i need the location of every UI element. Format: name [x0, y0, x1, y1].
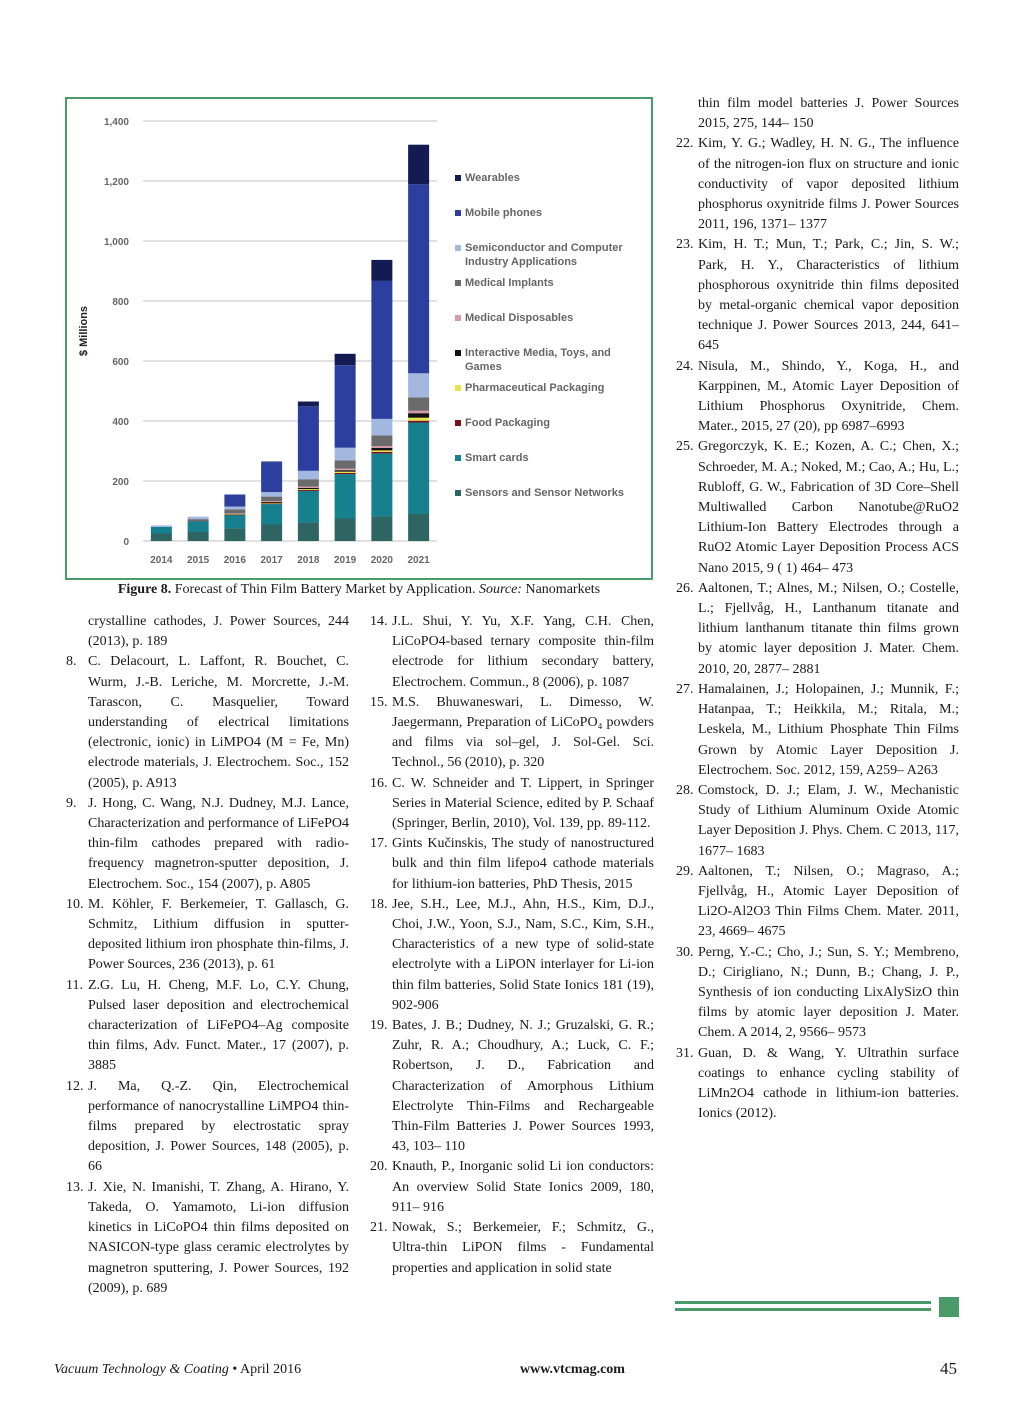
bar-segment [151, 527, 172, 534]
y-tick-label: 400 [112, 417, 129, 428]
bar-segment [261, 504, 282, 524]
reference-item [676, 1044, 959, 1125]
legend-swatch [455, 280, 461, 286]
reference-number: 8. [66, 654, 77, 670]
reference-number: 24. [676, 358, 694, 374]
legend-item [455, 381, 604, 395]
reference-number: 30. [676, 944, 694, 960]
bar-segment [335, 472, 356, 473]
bar-segment [224, 514, 245, 515]
bar-segment [261, 502, 282, 503]
references-column-1 [66, 612, 349, 1299]
reference-text: J. Xie, N. Imanishi, T. Zhang, A. Hirano, Y. Takeda, O. Yamamoto, Li-ion diffusion kinetics in LiCoPO4 thin films deposited on NASICON-type glass ceramic electrolytes by magnetron sputtering, J. Power Sources, 192 (2009), p. 689 [88, 1179, 349, 1296]
y-tick-label: 1,000 [103, 237, 129, 248]
bar-segment [371, 452, 392, 454]
bar-segment [261, 501, 282, 502]
ornament-line [675, 1301, 931, 1304]
reference-text: Knauth, P., Inorganic solid Li ion conductors: An overview Solid State Ionics 2009, 180, 911– 916 [392, 1159, 654, 1215]
legend-item [455, 451, 529, 465]
bar-segment [371, 446, 392, 448]
bar-segment [408, 514, 429, 541]
legend-label: Wearables [465, 172, 520, 184]
bar-segment [188, 532, 209, 541]
bar-segment [371, 435, 392, 446]
legend-swatch [455, 490, 461, 496]
page-footer [0, 1359, 1024, 1382]
y-tick-label: 1,200 [103, 177, 129, 188]
reference-item [370, 774, 654, 835]
bar-segment [298, 490, 319, 491]
reference-text: Guan, D. & Wang, Y. Ultrathin surface coatings to enhance cycling stability of LiMn2O4 cathode in lithium-ion batteries. Ionics (2012). [698, 1045, 959, 1122]
bar-segment [408, 423, 429, 515]
bar-segment [261, 504, 282, 505]
reference-item [370, 612, 654, 693]
bar-segment [335, 519, 356, 542]
reference-number: 15. [370, 694, 388, 710]
reference-item [370, 1157, 654, 1218]
y-tick-label: 1,400 [103, 117, 129, 128]
reference-number: 16. [370, 775, 388, 791]
legend-label: Semiconductor and Computer Industry Applications [465, 242, 623, 268]
reference-text: Nisula, M., Shindo, Y., Koga, H., and Karppinen, M., Atomic Layer Deposition of Lithium Phosphorus Oxynitride, Chem. Mater., 2015, 27 (20), pp 6987–6993 [698, 358, 959, 435]
footer-separator: • [228, 1362, 241, 1377]
x-tick-label: 2014 [150, 555, 173, 566]
bar-segment [261, 492, 282, 497]
x-tick-label: 2017 [260, 555, 283, 566]
reference-item [676, 94, 959, 134]
reference-text: C. W. Schneider and T. Lippert, in Springer Series in Material Science, edited by P. Schaaf (Springer, Berlin, 2010), Vol. 139, pp. 89-112. [392, 775, 654, 832]
reference-item [676, 862, 959, 943]
reference-number: 17. [370, 836, 388, 852]
bar-segment [261, 497, 282, 502]
section-end-ornament [675, 1297, 960, 1319]
bar-segment [408, 397, 429, 411]
footer-journal [54, 1362, 301, 1378]
reference-number: 14. [370, 614, 388, 629]
reference-item [370, 1016, 654, 1157]
reference-text: J. Ma, Q.-Z. Qin, Electrochemical performance of nanocrystalline LiMPO4 thin-films prepared by electrostatic spray deposition, J. Power Sources, 148 (2005), p. 66 [88, 1078, 349, 1175]
legend-item [455, 241, 645, 269]
legend-swatch [455, 315, 461, 321]
bar-segment [371, 281, 392, 419]
bar-segment [371, 260, 392, 281]
reference-item [676, 781, 959, 862]
footer-website-link[interactable]: www.vtcmag.com [520, 1362, 625, 1377]
reference-text: Nowak, S.; Berkemeier, F.; Schmitz, G., Ultra-thin LiPON films - Fundamental properties and application in solid state [392, 1220, 654, 1276]
bar-segment [335, 469, 356, 471]
bar-segment [408, 373, 429, 397]
legend-swatch [455, 385, 461, 391]
reference-item [66, 976, 349, 1077]
reference-text: J. Hong, C. Wang, N.J. Dudney, M.J. Lance, Characterization and performance of LiFePO4 thin-film cathodes prepared with radio-frequency magnetron-sputter deposition, J. Electrochem. Soc., 154 (2007), p. A805 [88, 795, 349, 892]
bar-segment [224, 510, 245, 514]
bar-segment [188, 517, 209, 519]
reference-text: Kim, H. T.; Mun, T.; Park, C.; Jin, S. W.; Park, H. Y., Characteristics of lithium phosphorous oxynitride thin films deposited by metal-organic chemical vapor deposition technique J. Power Sources 2013, 244, 641– 645 [698, 237, 959, 354]
stacked-bar-chart [67, 99, 651, 578]
reference-item [676, 437, 959, 578]
legend-label: Interactive Media, Toys, and Games [465, 347, 611, 373]
bar-segment [261, 462, 282, 492]
reference-item [676, 357, 959, 438]
reference-number: 20. [370, 1159, 388, 1175]
x-tick-label: 2016 [223, 555, 246, 566]
bar-segment [371, 450, 392, 452]
reference-item [676, 235, 959, 356]
journal-name: Vacuum Technology & Coating [54, 1362, 229, 1377]
bar-segment [408, 418, 429, 421]
reference-text: C. Delacourt, L. Laffont, R. Bouchet, C. Wurm, J.-B. Leriche, M. Morcrette, J.-M. Tarascon, C. Masquelier, Toward understanding of electrical limitations (electronic, ionic) in LiMPO4 (M = Fe, Mn) electrode materials, J. Electrochem. Soc., 152 (2005), p. A913 [88, 654, 349, 791]
bar-segment [224, 507, 245, 510]
legend-item [455, 206, 542, 220]
bar-segment [261, 462, 282, 463]
reference-text: Hamalainen, J.; Holopainen, J.; Munnik, F.; Hatanpaa, T.; Heikkila, M.; Ritala, M.; Leskela, M., Lithium Phosphate Thin Films Grown by Atomic Layer Deposition J. Electrochem. Soc. 2012, 159, A259– A263 [698, 681, 959, 778]
reference-item [676, 943, 959, 1044]
reference-text: Comstock, D. J.; Elam, J. W., Mechanistic Study of Lithium Aluminum Oxide Atomic Layer Deposition J. Phys. Chem. C 2013, 117, 1677– 1683 [698, 782, 959, 859]
reference-text: crystalline cathodes, J. Power Sources, 244 (2013), p. 189 [88, 614, 349, 650]
reference-item [370, 895, 654, 1016]
reference-number: 10. [66, 896, 84, 912]
reference-item [66, 612, 349, 652]
x-tick-label: 2015 [187, 555, 210, 566]
legend-swatch [455, 350, 461, 356]
bar-segment [298, 489, 319, 490]
reference-text: Gregorczyk, K. E.; Kozen, A. C.; Chen, X.; Schroeder, M. A.; Noked, M.; Cao, A.; Hu, L.; Rubloff, G. W., Fabrication of 3D Core–Shell Multiwalled Carbon Nanotube@RuO2 Lithium-Ion Battery Electrodes through a RuO2 Atomic Layer Deposition Process ACS Nano 2015, 9 ( 1) 464– 473 [698, 439, 959, 576]
reference-text: Gints Kučinskis, The study of nanostructured bulk and thin film lifepo4 cathode materials for lithium-ion batteries, PhD Thesis, 2015 [392, 836, 654, 892]
caption-text: Forecast of Thin Film Battery Market by Application. [171, 582, 479, 597]
reference-text: Jee, S.H., Lee, M.J., Ahn, H.S., Kim, D.J., Choi, J.W., Yoon, S.J., Nam, S.C., Kim, S.H., Characteristics of a new type of solid-state electrolyte with a LiPON interlayer for Li-ion thin film batteries, Solid State Ionics 181 (19), 902-906 [392, 896, 654, 1013]
bar-segment [224, 513, 245, 514]
bar-segment [298, 487, 319, 488]
reference-text: Z.G. Lu, H. Cheng, M.F. Lo, C.Y. Chung, Pulsed laser deposition and electrochemical characterization of LiFePO4–Ag composite thin films, Adv. Funct. Mater., 17 (2007), p. 3885 [88, 977, 349, 1074]
bar-segment [298, 402, 319, 407]
legend-label: Pharmaceutical Packaging [465, 382, 605, 394]
reference-number: 9. [66, 795, 77, 811]
reference-number: 13. [66, 1179, 84, 1195]
bar-segment [335, 354, 356, 365]
bar-segment [298, 406, 319, 471]
bar-segment [224, 514, 245, 515]
bar-segment [335, 460, 356, 468]
caption-label: Figure 8. [117, 582, 172, 597]
y-axis-label: $ Millions [78, 305, 90, 357]
legend-swatch [455, 420, 461, 426]
legend-swatch [455, 175, 461, 181]
bar-segment [151, 534, 172, 542]
reference-item [370, 1218, 654, 1279]
reference-text: Kim, Y. G.; Wadley, H. N. G., The influence of the nitrogen-ion flux on structure and ionic conductivity of vapor deposited lithium phosphorus oxynitride films J. Power Sources 2011, 196, 1371– 1377 [698, 136, 959, 233]
y-tick-label: 0 [123, 537, 129, 548]
bar-segment [224, 515, 245, 529]
reference-item [676, 680, 959, 781]
reference-text: Perng, Y.-C.; Cho, J.; Sun, S. Y.; Membreno, D.; Cirigliano, N.; Dunn, B.; Chang, J. P., Synthesis of ion conducting LixAlySizO thin films by atomic layer deposition J. Mater. Chem. A 2014, 2, 9566– 9573 [698, 944, 959, 1041]
bar-segment [298, 479, 319, 487]
reference-number: 31. [676, 1045, 694, 1061]
page-number: 45 [940, 1359, 957, 1378]
reference-item [676, 134, 959, 235]
reference-text: thin film model batteries J. Power Sources 2015, 275, 144– 150 [698, 96, 959, 132]
reference-number: 28. [676, 782, 694, 798]
reference-text: J.L. Shui, Y. Yu, X.F. Yang, C.H. Chen, LiCoPO4-based ternary composite thin-film electrode for lithium secondary battery, Electrochem. Commun., 8 (2006), p. 1087 [392, 614, 654, 690]
bar-segment [298, 522, 319, 541]
reference-number: 19. [370, 1018, 388, 1034]
y-tick-label: 800 [112, 297, 129, 308]
reference-item [370, 693, 654, 774]
legend-label: Smart cards [465, 452, 529, 464]
bar-segment [261, 503, 282, 504]
reference-item [66, 1077, 349, 1178]
bar-segment [408, 413, 429, 418]
references-column-3 [676, 94, 959, 1124]
bar-segment [371, 448, 392, 450]
bar-segment [261, 525, 282, 542]
reference-item [66, 794, 349, 895]
legend-swatch [455, 245, 461, 251]
issue-date: April 2016 [240, 1362, 302, 1377]
ornament-square [939, 1297, 959, 1317]
caption-source: Nanomarkets [521, 582, 601, 597]
bar-segment [408, 421, 429, 423]
bar-segment [298, 471, 319, 479]
legend-item [455, 311, 573, 325]
reference-number: 29. [676, 863, 694, 879]
legend-label: Mobile phones [465, 207, 542, 219]
legend-item [455, 486, 624, 500]
bar-segment [408, 184, 429, 373]
caption-source-label: Source: [478, 582, 522, 597]
reference-number: 26. [676, 580, 694, 596]
references-column-2 [370, 612, 654, 1279]
legend-item [455, 276, 554, 290]
reference-text: Aaltonen, T.; Nilsen, O.; Magraso, A.; Fjellvåg, H., Atomic Layer Deposition of Li2O-Al2O3 Thin Films Chem. Mater. 2011, 23, 4669– 4675 [698, 863, 959, 940]
reference-number: 25. [676, 439, 694, 455]
reference-number: 21. [370, 1220, 388, 1236]
x-tick-label: 2020 [370, 555, 393, 566]
legend-swatch [455, 210, 461, 216]
figure-8 [65, 97, 653, 580]
x-tick-label: 2018 [297, 555, 320, 566]
bar-segment [371, 419, 392, 436]
bar-segment [188, 522, 209, 533]
y-tick-label: 600 [112, 357, 129, 368]
reference-text: Bates, J. B.; Dudney, N. J.; Gruzalski, G. R.; Zuhr, R. A.; Choudhury, A.; Luck, C. F.; Robertson, J. D., Fabrication and Characterization of Amorphous Lithium Electrolyte Thin-Films and Rechargeable Thin-Film Batteries J. Power Sources 1993, 43, 103– 110 [392, 1018, 654, 1155]
reference-text: Aaltonen, T.; Alnes, M.; Nilsen, O.; Costelle, L.; Fjellvåg, H., Lanthanum titanate and lithium lanthanum titanate thin films grown by atomic layer deposition J. Mater. Chem. 2010, 20, 2877– 2881 [698, 580, 959, 677]
bar-segment [408, 145, 429, 185]
bar-segment [408, 411, 429, 413]
bar-segment [224, 495, 245, 507]
reference-number: 27. [676, 681, 694, 697]
legend-item [455, 416, 550, 430]
bar-segment [371, 516, 392, 541]
reference-number: 18. [370, 896, 388, 912]
bar-segment [335, 365, 356, 448]
legend-label: Medical Disposables [465, 312, 574, 324]
legend-item [455, 346, 645, 374]
reference-number: 23. [676, 237, 694, 253]
reference-number: 11. [66, 977, 83, 993]
reference-item [370, 834, 654, 895]
bar-segment [298, 491, 319, 523]
bar-segment [188, 519, 209, 521]
bar-segment [335, 474, 356, 518]
reference-item [66, 1178, 349, 1299]
bar-segment [371, 453, 392, 516]
legend-label: Medical Implants [465, 277, 554, 289]
reference-text: M.S. Bhuwaneswari, L. Dimesso, W. Jaegermann, Preparation of LiCoPO₄ powders and films via sol–gel, J. Sol-Gel. Sci. Technol., 56 (2010), p. 320 [392, 694, 654, 771]
reference-number: 12. [66, 1078, 84, 1094]
legend-swatch [455, 455, 461, 461]
ornament-line [675, 1308, 931, 1311]
legend-item [455, 171, 520, 185]
bar-segment [335, 470, 356, 472]
bar-segment [151, 525, 172, 527]
legend-label: Food Packaging [465, 417, 550, 429]
reference-number: 22. [676, 136, 694, 152]
bar-segment [224, 528, 245, 541]
figure-caption [65, 581, 653, 599]
legend-label: Sensors and Sensor Networks [465, 487, 624, 499]
reference-text: M. Köhler, F. Berkemeier, T. Gallasch, G. Schmitz, Lithium diffusion in sputter-deposited lithium iron phosphate thin-films, J. Power Sources, 236 (2013), p. 61 [88, 896, 349, 973]
x-tick-label: 2019 [334, 555, 357, 566]
bar-segment [298, 488, 319, 489]
reference-item [66, 895, 349, 976]
bar-segment [335, 473, 356, 474]
y-tick-label: 200 [112, 477, 129, 488]
bar-segment [335, 448, 356, 461]
x-tick-label: 2021 [407, 555, 430, 566]
reference-item [676, 579, 959, 680]
reference-item [66, 652, 349, 793]
